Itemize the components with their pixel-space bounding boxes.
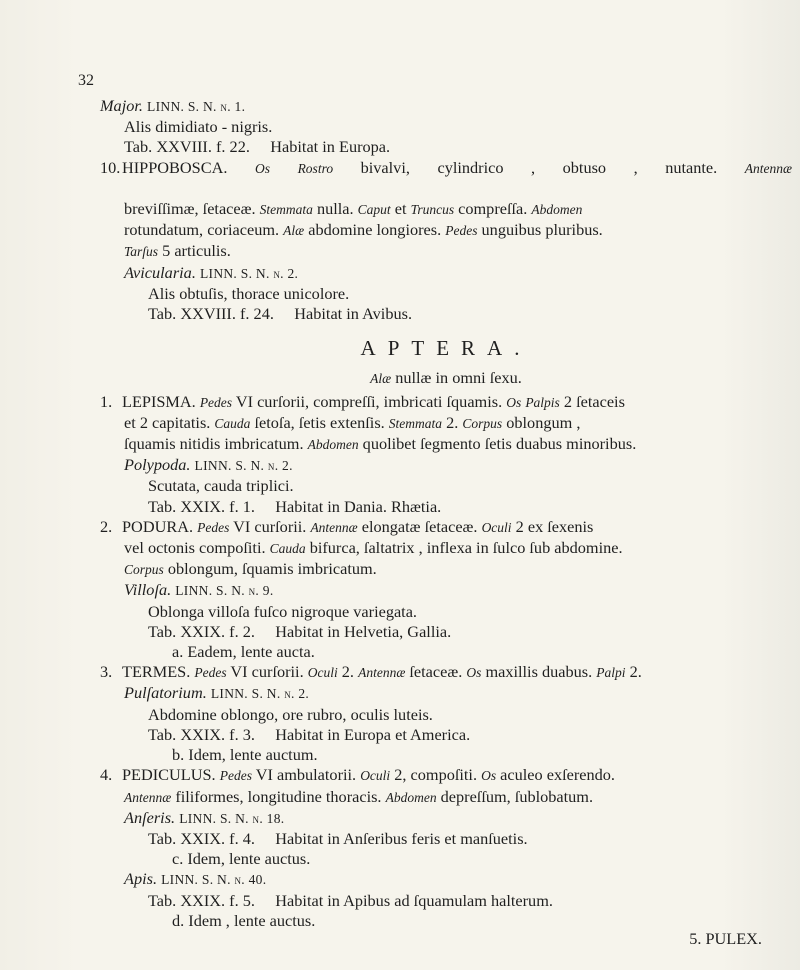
plate-reference: Tab. XXVIII. f. 22. Habitat in Europa. xyxy=(124,137,391,157)
plate-reference: Tab. XXIX. f. 5. Habitat in Apibus ad ſquamulam halterum. xyxy=(148,890,553,910)
genus-entry-termes: 3. TERMES. Pedes VI curſorii. Oculi 2. Antennæ ſetaceæ. Os maxillis duabus. Palpi 2. xyxy=(100,662,642,682)
section-subtitle: Alæ nullæ in omni ſexu. xyxy=(370,368,522,388)
species-heading: Apis. LINN. S. N. n. 40. xyxy=(124,869,267,889)
plate-reference: Tab. XXIX. f. 3. Habitat in Europa et America. xyxy=(148,724,471,744)
genus-text-line: ſquamis nitidis imbricatum. Abdomen quolibet ſegmento ſetis duabus minoribus. xyxy=(124,434,637,454)
genus-name: HIPPOBOSCA. xyxy=(122,157,228,177)
species-description: Oblonga villoſa fuſco nigroque variegata. xyxy=(148,601,418,621)
species-heading: Major. LINN. S. N. n. 1. xyxy=(100,96,246,115)
genus-text-line: Tarſus 5 articulis. xyxy=(124,241,231,261)
genus-entry-pediculus: 4. PEDICULUS. Pedes VI ambulatorii. Oculi 2, compoſiti. Os aculeo exſerendo. xyxy=(100,765,615,785)
genus-text-line: vel octonis compoſiti. Cauda bifurca, ſaltatrix , inflexa in ſulco ſub abdomine. xyxy=(124,538,623,558)
variety-line: b. Idem, lente auctum. xyxy=(172,745,318,765)
genus-text-line: breviſſimæ, ſetaceæ. Stemmata nulla. Caput et Truncus compreſſa. Abdomen xyxy=(124,199,583,219)
variety-line: d. Idem , lente auctus. xyxy=(172,910,316,930)
genus-entry-lepisma: 1. LEPISMA. Pedes VI curſorii, compreſſi, imbricati ſquamis. Os Palpis 2 ſetaceis xyxy=(100,391,625,411)
species-description: Scutata, cauda triplici. xyxy=(148,476,294,496)
genus-name: TERMES. xyxy=(122,662,191,682)
genus-name: PEDICULUS. xyxy=(122,765,216,785)
plate-reference: Tab. XXIX. f. 1. Habitat in Dania. Rhætia. xyxy=(148,496,442,516)
genus-text-line: Corpus oblongum, ſquamis imbricatum. xyxy=(124,559,377,579)
genus-text-line: rotundatum, coriaceum. Alæ abdomine longiores. Pedes unguibus pluribus. xyxy=(124,220,603,240)
variety-line: c. Idem, lente auctus. xyxy=(172,849,311,869)
genus-name: PODURA. xyxy=(122,516,194,536)
species-description: Alis dimidiato - nigris. xyxy=(124,117,273,137)
genus-entry-podura: 2. PODURA. Pedes VI curſorii. Antennæ elongatæ ſetaceæ. Oculi 2 ex ſexenis xyxy=(100,516,594,536)
genus-text-line: Antennæ filiformes, longitudine thoracis. Abdomen depreſſum, ſublobatum. xyxy=(124,786,594,806)
genus-entry-hippobosca: 10. HIPPOBOSCA. Os Rostro bivalvi, cylindrico , obtuso , nutante. Antennæ xyxy=(100,157,793,177)
species-heading: Polypoda. LINN. S. N. n. 2. xyxy=(124,455,293,475)
species-heading: Avicularia. LINN. S. N. n. 2. xyxy=(124,262,299,282)
species-heading: Pulſatorium. LINN. S. N. n. 2. xyxy=(124,683,310,703)
section-title: APTERA. xyxy=(360,336,532,361)
plate-reference: Tab. XXIX. f. 2. Habitat in Helvetia, Gallia. xyxy=(148,621,452,641)
page-number: 32 xyxy=(78,72,94,89)
species-description: Alis obtuſis, thorace unicolore. xyxy=(148,283,350,303)
plate-reference: Tab. XXIX. f. 4. Habitat in Anſeribus feris et manſuetis. xyxy=(148,828,528,848)
species-heading: Anſeris. LINN. S. N. n. 18. xyxy=(124,807,285,827)
genus-text-line: et 2 capitatis. Cauda ſetoſa, ſetis extenſis. Stemmata 2. Corpus oblongum , xyxy=(124,412,581,432)
catchword: 5. PULEX. xyxy=(689,928,762,948)
variety-line: a. Eadem, lente aucta. xyxy=(172,642,315,662)
plate-reference: Tab. XXVIII. f. 24. Habitat in Avibus. xyxy=(148,304,413,324)
species-description: Abdomine oblongo, ore rubro, oculis luteis. xyxy=(148,704,433,724)
genus-name: LEPISMA. xyxy=(122,391,196,411)
page-content xyxy=(100,96,792,949)
species-heading: Villoſa. LINN. S. N. n. 9. xyxy=(124,580,274,600)
